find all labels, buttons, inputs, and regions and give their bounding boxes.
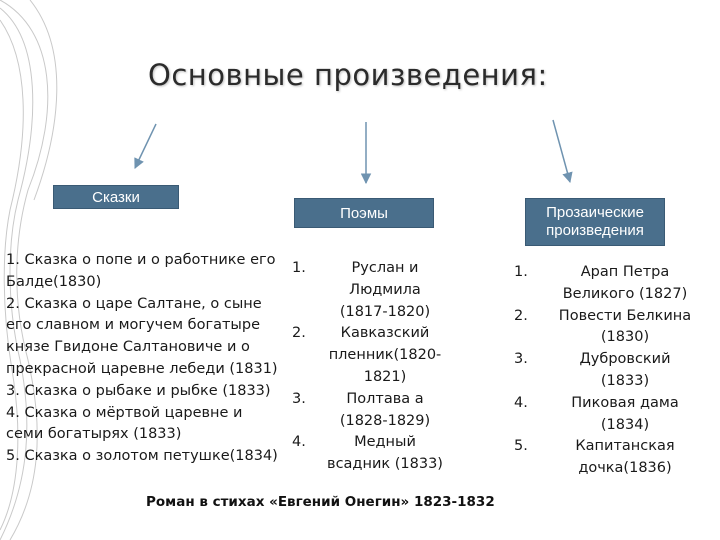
list-item-line: Кавказский xyxy=(340,325,430,342)
list-item-line: Арап Петра xyxy=(580,264,670,280)
fairy-tales-line: семи богатырях (1833) xyxy=(6,426,182,443)
fairy-tales-line: 1. Сказка о попе и о работнике его xyxy=(6,252,276,268)
list-item-number: 1. xyxy=(292,260,306,276)
list-item-line: пленник(1820- xyxy=(328,347,442,364)
list-item-text xyxy=(323,323,447,388)
list-item-line: Великого (1827) xyxy=(562,285,688,302)
fairy-tales-line: 3. Сказка о рыбаке и рыбке (1833) xyxy=(6,382,271,399)
list-item-text xyxy=(545,262,705,306)
list-item-line: Людмила xyxy=(349,281,421,298)
fairy-tales-line: прекрасной царевне лебеди (1831) xyxy=(6,360,278,377)
list-item-number: 1. xyxy=(514,264,528,280)
list-item xyxy=(514,262,714,306)
prose-heading-line1: Прозаические xyxy=(546,204,644,221)
list-item xyxy=(514,393,714,437)
list-item xyxy=(292,258,452,323)
list-item-line: Руслан и xyxy=(351,260,419,276)
poems-list xyxy=(292,258,452,476)
list-item-line: (1834) xyxy=(600,416,650,433)
list-item-text xyxy=(545,436,705,480)
fairy-tales-line: Балде(1830) xyxy=(6,273,102,290)
prose-heading-line2: произведения xyxy=(546,222,644,239)
page-title: Основные произведения: xyxy=(148,58,548,92)
list-item xyxy=(514,436,714,480)
list-item-line: Пиковая дама xyxy=(571,394,679,411)
list-item-line: Повести Белкина xyxy=(558,307,692,324)
list-item xyxy=(292,323,452,388)
fairy-tales-heading: Сказки xyxy=(53,185,179,209)
poems-heading: Поэмы xyxy=(294,198,434,228)
list-item xyxy=(292,432,452,476)
list-item-text xyxy=(545,306,705,350)
list-item-text xyxy=(323,389,447,433)
arrow-to-fairy-tales xyxy=(135,124,156,168)
list-item-line: дочка(1836) xyxy=(578,460,672,477)
list-item-line: (1830) xyxy=(600,329,650,346)
list-item-text xyxy=(545,393,705,437)
list-item xyxy=(514,306,714,350)
fairy-tales-line: 5. Сказка о золотом петушке(1834) xyxy=(6,448,278,465)
list-item-text xyxy=(323,432,447,476)
fairy-tales-list xyxy=(6,250,290,468)
list-item-line: Полтава а xyxy=(346,390,424,407)
list-item-line: Медный xyxy=(354,434,416,451)
list-item-line: Дубровский xyxy=(579,351,671,368)
fairy-tales-line: 4. Сказка о мёртвой царевне и xyxy=(6,404,243,421)
list-item-number: 5. xyxy=(514,438,528,455)
list-item xyxy=(514,349,714,393)
list-item-number: 4. xyxy=(514,394,528,411)
fairy-tales-line: 2. Сказка о царе Салтане, о сыне xyxy=(6,295,262,312)
list-item-text xyxy=(545,349,705,393)
fairy-tales-line: его славном и могучем богатыре xyxy=(6,317,261,334)
list-item-line: всадник (1833) xyxy=(327,456,443,473)
prose-list xyxy=(514,262,714,480)
list-item-line: (1817-1820) xyxy=(339,303,431,320)
list-item-number: 2. xyxy=(514,307,528,324)
list-item-number: 4. xyxy=(292,434,306,451)
list-item-number: 3. xyxy=(514,351,528,368)
list-item-line: (1833) xyxy=(600,372,650,389)
list-item-text xyxy=(323,258,447,323)
list-item-line: 1821) xyxy=(363,368,407,385)
list-item xyxy=(292,389,452,433)
fairy-tales-line: князе Гвидоне Салтановиче и о xyxy=(6,339,250,356)
arrow-to-prose xyxy=(553,120,570,182)
footer-note: Роман в стихах «Евгений Онегин» 1823-1832 xyxy=(146,494,495,510)
list-item-number: 2. xyxy=(292,325,306,342)
list-item-line: (1828-1829) xyxy=(339,412,431,429)
prose-heading xyxy=(525,198,665,246)
list-item-number: 3. xyxy=(292,390,306,407)
list-item-line: Капитанская xyxy=(575,438,675,455)
